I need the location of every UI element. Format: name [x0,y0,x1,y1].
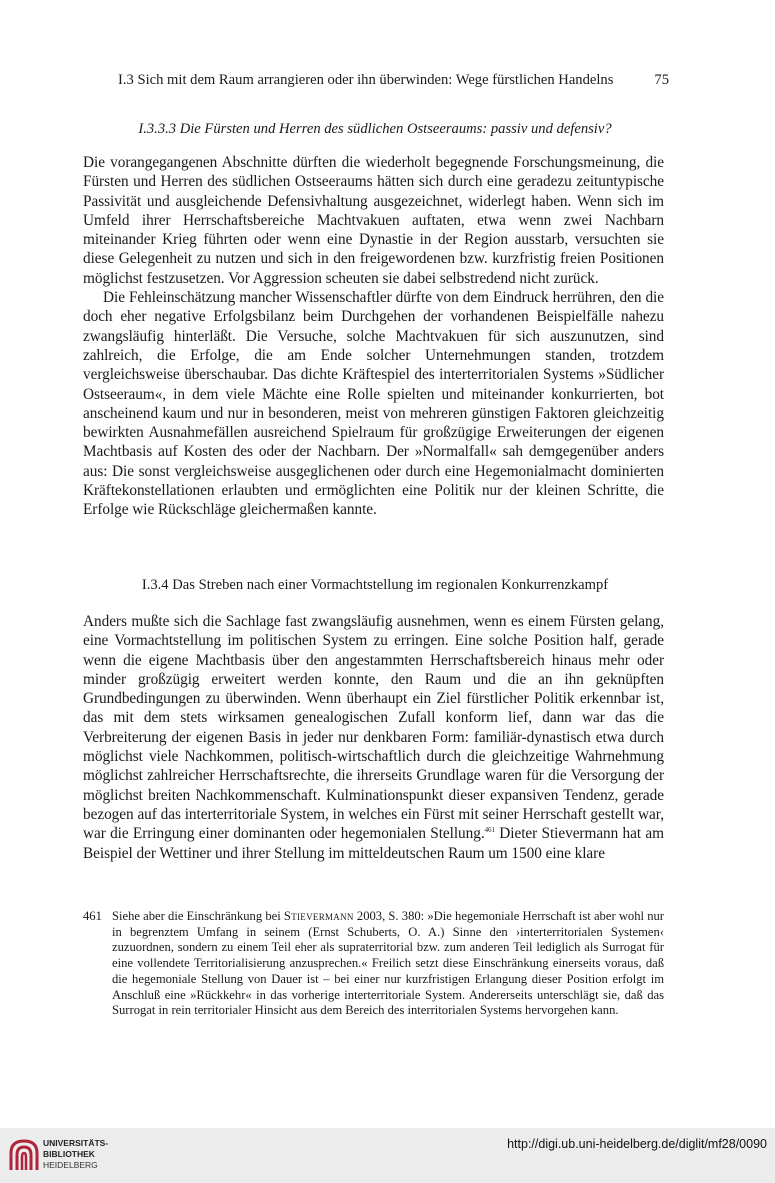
section-heading: I.3.4 Das Streben nach einer Vormachtstellung im regionalen Konkurrenzkampf [141,577,609,593]
library-logo-icon [9,1138,39,1172]
source-url-link[interactable]: http://digi.ub.uni-heidelberg.de/diglit/mf28/0090 [507,1137,767,1151]
footnote-text [112,909,664,1019]
footnote-author: Stievermann [283,909,354,923]
subsection-heading: I.3.3.3 Die Fürsten und Herren des südlichen Ostseeraums: passiv und defensiv? [138,121,612,137]
paragraph: Die vorangegangenen Abschnitte dürften die wiederholt begegnende Forschungsmeinung, die Fürsten und Herren des südlichen Ostseeraums hätten sich durch eine geradezu zeituntypische Passivität und ausgleichende Defensivhaltung ausgezeichnet, widerlegt haben. Wenn sich im Umfeld ihrer Herrschaftsbereiche Machtvakuen auftaten, etwa wenn zwei Nachbarn miteinander Krieg führten oder wenn eine Dynastie in der Region ausstarb, versuchten sie diese Gelegenheit zu nutzen und sich in den freigewordenen bzw. kurzfristig freien Positionen möglichst festzusetzen. Vor Aggression scheuten sie dabei selbstredend nicht zurück. [83,154,664,287]
footnote-reference[interactable]: 461 [484,826,495,835]
paragraph [83,612,664,863]
library-name-line: HEIDELBERG [43,1160,98,1170]
logo-arch-inner [22,1153,26,1170]
logo-arch-middle [17,1147,31,1170]
library-name-line: UNIVERSITÄTS- [43,1138,109,1148]
footnote [83,909,664,1019]
page-number: 75 [654,72,669,88]
body-text-block-2 [83,612,664,863]
paragraph-text: Anders mußte sich die Sachlage fast zwangsläufig ausnehmen, wenn es einem Fürsten gelang, eine Vormachtstellung im politischen System zu erringen. Eine solche Position half, gerade wenn die eigene Machtbasis über den angestammten Herrschaftsbereich hinaus mehr oder minder großzügig erweitert werden konnte, den Raum und die an ihn geknüpften Grundbedingungen zu überwinden. Wenn überhaupt ein Ziel fürstlicher Politik erkennbar ist, das mit dem stets wirksamen genealogischen Zufall konform lief, dann war das die Verbreiterung der eigenen Basis in jeder nur denkbaren Form: familiär-dynastisch etwa durch möglichst viele Nachkommen, politisch-wirtschaftlich durch die gleichzeitige Wahrnehmung möglichst zahlreicher Herrschaftsrechte, die ihrerseits Grundlage waren für die Versorgung der möglichst breiten Nachkommenschaft. Kulminationspunkt dieser expansiven Tendenz, gerade bezogen auf das interterritoriale System, in welches ein Fürst mit seiner Herrschaft gestellt war, war die Erringung einer dominanten oder hegemonialen Stellung. [83,613,664,843]
footnote-number: 461 [83,909,102,923]
paragraph-text-continued: Dieter Stievermann hat am Beispiel der Wettiner und ihrer Stellung im mitteldeutschen Raum um 1500 eine klare [83,825,664,862]
library-name-line: BIBLIOTHEK [43,1149,95,1159]
running-head-title: I.3 Sich mit dem Raum arrangieren oder ihn überwinden: Wege fürstlichen Handelns [118,72,614,88]
footnote-lead: Siehe aber die Einschränkung bei [112,909,284,923]
logo-arch-outer [11,1141,37,1170]
body-text-block-1 [83,153,664,520]
paragraph: Die Fehleinschätzung mancher Wissenschaftler dürfte von dem Eindruck herrühren, den die doch eher negative Erfolgsbilanz beim Durchgehen der vorhandenen Beispielfälle nahezu zwangsläufig hinterläßt. Die Versuche, solche Machtvakuen für sich auszunutzen, sind zahlreich, die Erfolge, die am Ende solcher Unternehmungen standen, trotzdem vergleichsweise überschaubar. Das dichte Kräftespiel des interterritorialen Systems »Südlicher Ostseeraum«, in dem viele Mächte eine Rolle spielten und miteinander konkurrierten, bot anscheinend kaum und nur in besonderen, meist von mehreren günstigen Faktoren gleichzeitig bewirkten Ausnahmefällen ausreichend Spielraum für großzügige Erweiterungen der eigenen Machtbasis auf Kosten des oder der Nachbarn. Der »Normalfall« sah demgegenüber anders aus: Die sonst vergleichsweise ausgeglichenen oder durch eine Hegemonialmacht dominierten Kräftekonstellationen erlaubten und ermöglichten eine Politik nur der kleinen Schritte, die Erfolge wie Rückschläge gleichermaßen kannte. [83,289,664,519]
footnote-body: 2003, S. 380: »Die hegemoniale Herrschaft ist aber wohl nur in begrenztem Umfang in seinem (Ernst Schuberts, O. A.) Sinne den ›interterritorialen Systemen‹ zuzuordnen, sondern zu einem Teil eher als supraterritorial bzw. zum anderen Teil lediglich als Surrogat für eine vollendete Territorialisierung anzusprechen.« Freilich setzt diese Einschränkung einerseits voraus, daß die hegemoniale Stellung von Dauer ist – bei einer nur kurzfristigen Erlangung dieser Position erfolgt im Anschluß eine »Rückkehr« in das vorherige interterritoriale System. Andererseits unterschlägt sie, daß das Surrogat in rein territorialer Hinsicht aus dem Bereich des interritorialen Systems hervorgehen kann. [112,909,664,1018]
library-name [43,1138,108,1171]
running-head [118,70,669,90]
